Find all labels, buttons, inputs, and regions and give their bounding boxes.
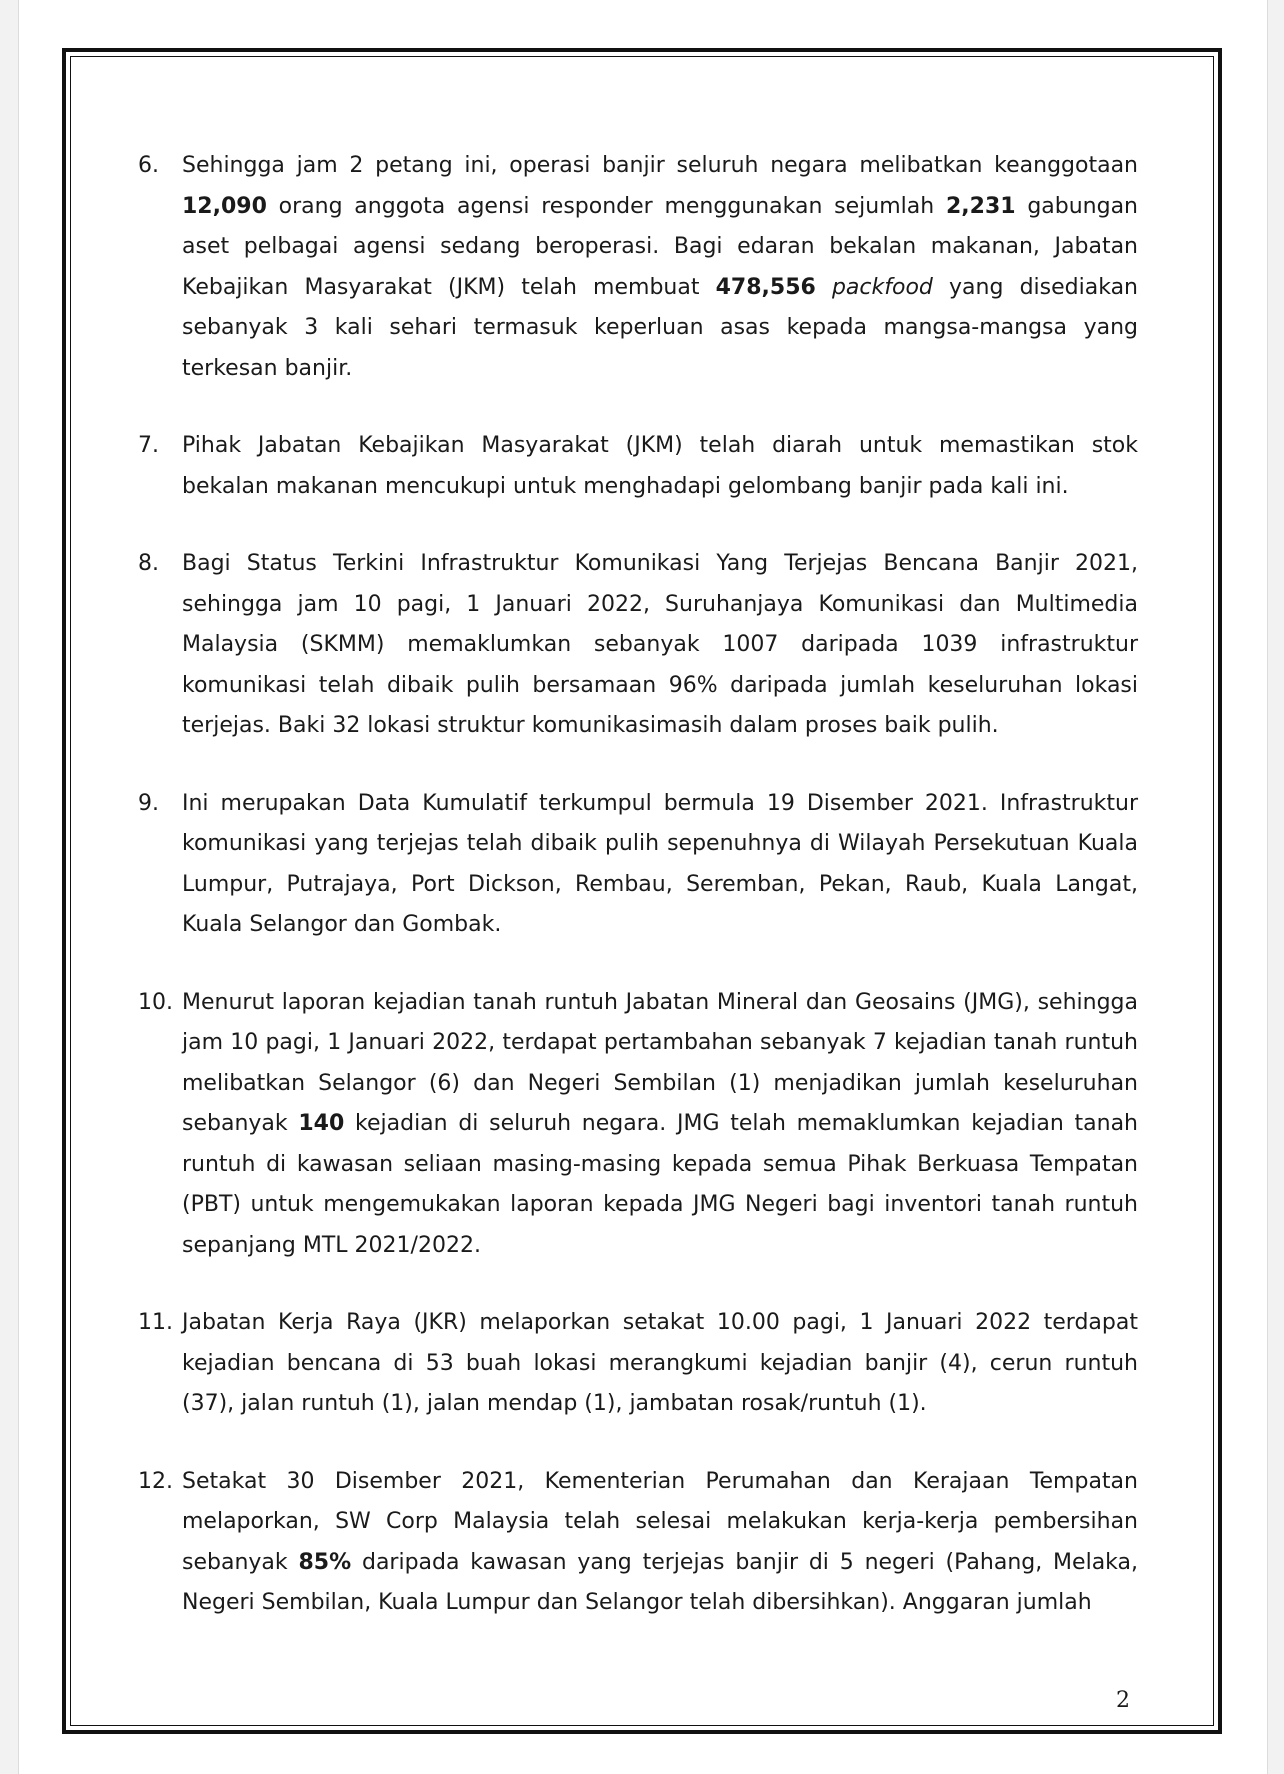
list-item (138, 983, 1138, 1267)
page-number: 2 (1116, 1688, 1130, 1713)
item-number: 6. (138, 153, 159, 178)
item-text: Setakat 30 Disember 2021, Kementerian Perumahan dan Kerajaan Tempatan melaporkan, SW Corp Malaysia telah selesai melakukan kerja-kerja pembersihan sebanyak 85% daripada kawasan yang terjejas banjir di 5 negeri (Pahang, Melaka, Negeri Sembilan, Kuala Lumpur dan Selangor telah dibersihkan). Anggaran jumlah (182, 1468, 1138, 1615)
item-number: 11. (138, 1310, 173, 1335)
item-text: Menurut laporan kejadian tanah runtuh Jabatan Mineral dan Geosains (JMG), sehingga jam 10 pagi, 1 Januari 2022, terdapat pertambahan sebanyak 7 kejadian tanah runtuh melibatkan Selangor (6) dan Negeri Sembilan (1) menjadikan jumlah keseluruhan sebanyak 140 kejadian di seluruh negara. JMG telah memaklumkan kejadian tanah runtuh di kawasan seliaan masing-masing kepada semua Pihak Berkuasa Tempatan (PBT) untuk mengemukakan laporan kepada JMG Negeri bagi inventori tanah runtuh sepanjang MTL 2021/2022. (182, 989, 1139, 1258)
item-text: Ini merupakan Data Kumulatif terkumpul bermula 19 Disember 2021. Infrastruktur komunikasi yang terjejas telah dibaik pulih sepenuhnya di Wilayah Persekutuan Kuala Lumpur, Putrajaya, Port Dickson, Rembau, Seremban, Pekan, Raub, Kuala Langat, Kuala Selangor dan Gombak. (182, 790, 1138, 937)
list-item (138, 146, 1138, 389)
item-text: Bagi Status Terkini Infrastruktur Komunikasi Yang Terjejas Bencana Banjir 2021, sehingga jam 10 pagi, 1 Januari 2022, Suruhanjaya Komunikasi dan Multimedia Malaysia (SKMM) memaklumkan sebanyak 1007 daripada 1039 infrastruktur komunikasi telah dibaik pulih bersamaan 96% daripada jumlah keseluruhan lokasi terjejas. Baki 32 lokasi struktur komunikasimasih dalam proses baik pulih. (182, 551, 1138, 738)
list-item (138, 1462, 1138, 1624)
list-item (138, 784, 1138, 946)
item-number: 7. (138, 433, 159, 458)
document-body (138, 146, 1138, 1661)
list-item (138, 544, 1138, 747)
item-number: 12. (138, 1468, 173, 1494)
item-text: Sehingga jam 2 petang ini, operasi banjir seluruh negara melibatkan keanggotaan 12,090 orang anggota agensi responder menggunakan sejumlah 2,231 gabungan aset pelbagai agensi sedang beroperasi. Bagi edaran bekalan makanan, Jabatan Kebajikan Masyarakat (JKM) telah membuat 478,556 packfood yang disediakan sebanyak 3 kali sehari termasuk keperluan asas kepada mangsa-mangsa yang terkesan banjir. (182, 153, 1139, 381)
list-item (138, 426, 1138, 507)
item-text: Pihak Jabatan Kebajikan Masyarakat (JKM) telah diarah untuk memastikan stok bekalan makanan mencukupi untuk menghadapi gelombang banjir pada kali ini. (182, 433, 1138, 499)
list-item (138, 1303, 1138, 1425)
item-number: 10. (138, 989, 173, 1015)
item-number: 9. (138, 790, 159, 816)
item-text: Jabatan Kerja Raya (JKR) melaporkan setakat 10.00 pagi, 1 Januari 2022 terdapat kejadian bencana di 53 buah lokasi merangkumi kejadian banjir (4), cerun runtuh (37), jalan runtuh (1), jalan mendap (1), jambatan rosak/runtuh (1). (182, 1310, 1138, 1416)
item-number: 8. (138, 551, 159, 576)
